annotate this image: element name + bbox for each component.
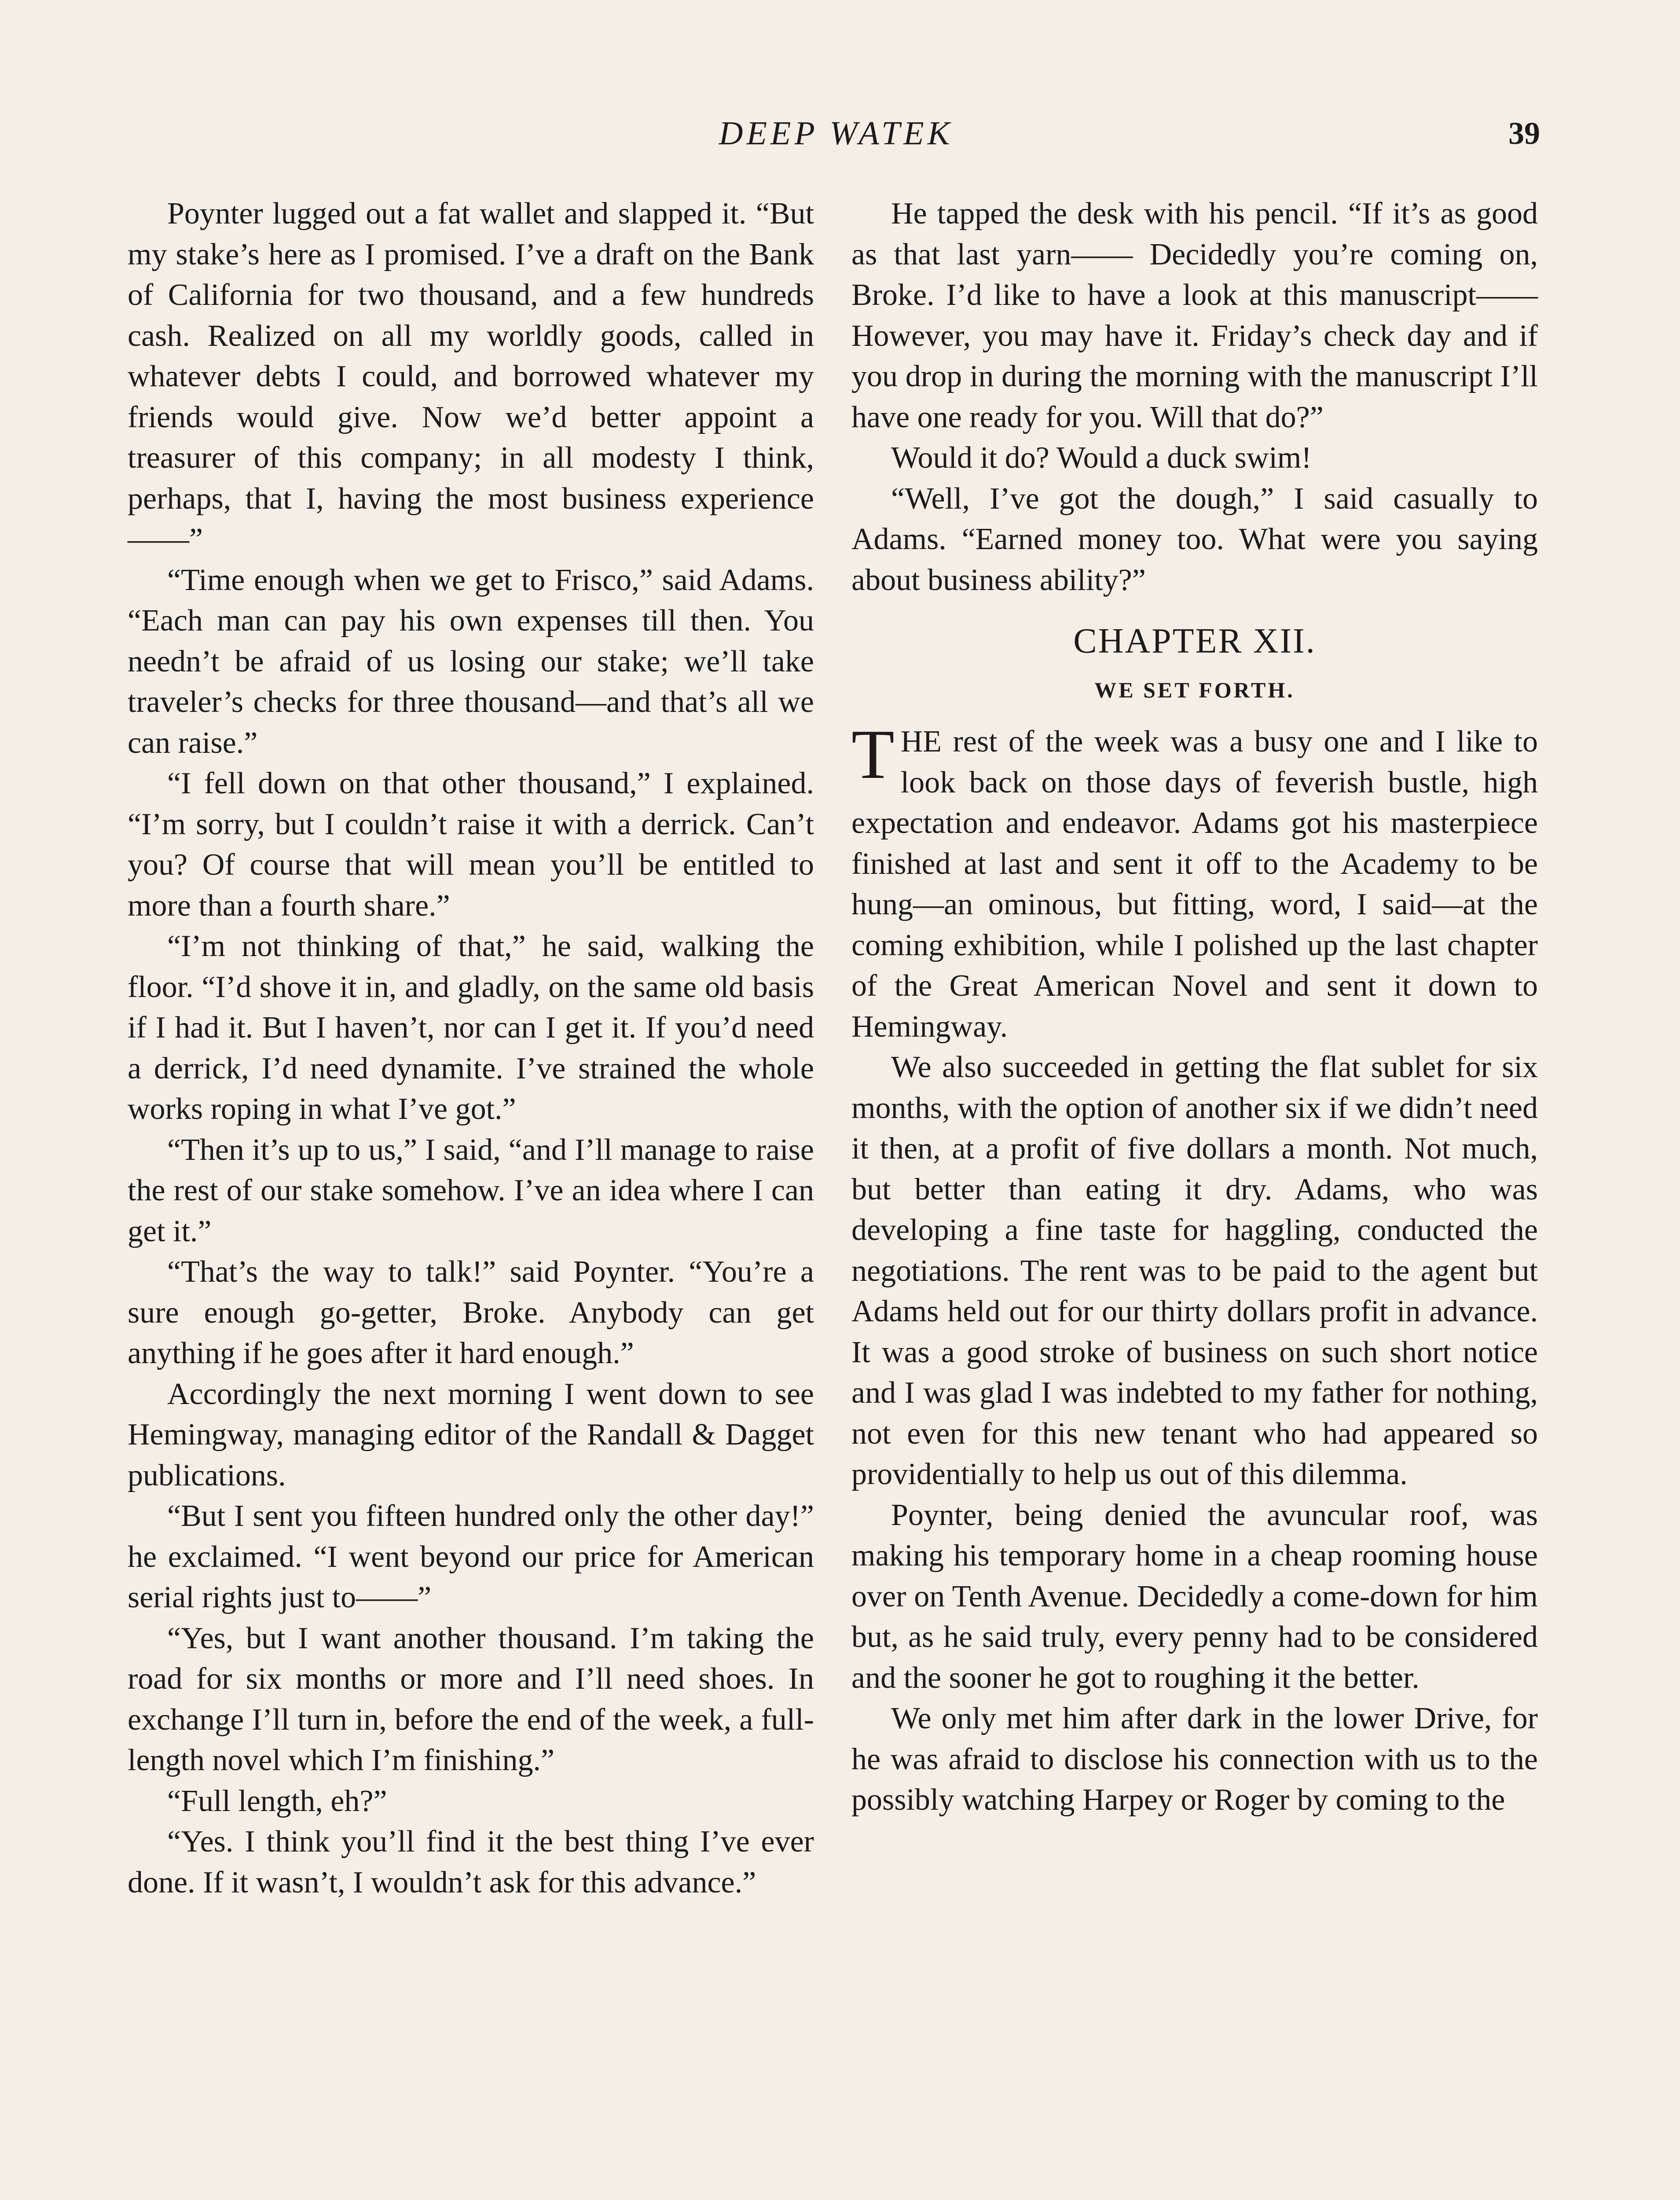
chapter-title: CHAPTER XII. [1073,622,1316,660]
paragraph: “Yes. I think you’ll find it the best thing I’ve ever done. If it wasn’t, I wouldn’t ask for this advance.” [128,1825,814,1899]
right-column [851,194,1538,1821]
paragraph: “Well, I’ve got the dough,” I said casually to Adams. “Earned money too. What were you saying about business ability?” [851,481,1538,597]
chapter-opening-paragraph [851,715,1538,1047]
paragraph: “Full length, eh?” [167,1784,387,1818]
page-number: 39 [1508,116,1540,151]
opening-text: HE rest of the week was a busy one and I like to look back on those days of feverish bustle, high expectation and endeavor. Adams got his masterpiece finished at last and sent it off to the Academy to be hung—an ominous, but fitting, word, I said—at the coming exhibition, while I polished up the last chapter of the Great American Novel and sent it down to Hemingway. [851,725,1538,1044]
chapter-subtitle: WE SET FORTH. [1094,677,1295,702]
paragraph: We only met him after dark in the lower Drive, for he was afraid to disclose his connection with us to the possibly watching Harpey or Roger by coming to the [851,1701,1538,1817]
paragraph: “That’s the way to talk!” said Poynter. “You’re a sure enough go-getter, Broke. Anybody can get anything if he goes after it hard enough.” [128,1255,814,1370]
drop-cap: T [851,715,895,793]
paragraph: We also succeeded in getting the flat sublet for six months, with the option of another six if we didn’t need it then, at a profit of five dollars a month. Not much, but better than eating it dry. Adams, who was developing a fine taste for haggling, conducted the negotiations. The rent was to be paid to the agent but Adams held out for our thirty dollars profit in advance. It was a good stroke of business on such short notice and I was glad I was indebted to my father for nothing, not even for this new tenant who had appeared so providentially to help us out of this dilemma. [851,1050,1538,1491]
paragraph: Would it do? Would a duck swim! [891,441,1312,475]
paragraph: Accordingly the next morning I went down to see Hemingway, managing editor of the Randall & Dagget publications. [128,1377,814,1492]
paragraph: Poynter, being denied the avuncular roof, was making his temporary home in a cheap rooming house over on Tenth Avenue. Decidedly a come-down for him but, as he said truly, every penny had to be considered and the sooner he got to roughing it the better. [851,1498,1538,1695]
paragraph: “Time enough when we get to Frisco,” said Adams. “Each man can pay his own expenses till then. You needn’t be afraid of us losing our stake; we’ll take traveler’s checks for three thousand—and that’s all we can raise.” [128,563,814,760]
paragraph: Poynter lugged out a fat wallet and slapped it. “But my stake’s here as I promised. I’ve a draft on the Bank of California for two thousand, and a few hundreds cash. Realized on all my worldly goods, called in whatever debts I could, and borrowed whatever my friends would give. Now we’d better appoint a treasurer of this company; in all modesty I think, perhaps, that I, having the most business experience——” [128,197,814,556]
left-column [128,194,814,1903]
paragraph: “I’m not thinking of that,” he said, walking the floor. “I’d shove it in, and gladly, on the same old basis if I had it. But I haven’t, nor can I get it. If you’d need a derrick, I’d need dynamite. I’ve strained the whole works roping in what I’ve got.” [128,929,814,1126]
paragraph: He tapped the desk with his pencil. “If it’s as good as that last yarn—— Decidedly you’re coming on, Broke. I’d like to have a look at this manuscript—— However, you may have it. Friday’s check day and if you drop in during the morning with the manuscript I’ll have one ready for you. Will that do?” [851,197,1538,434]
paragraph: “Then it’s up to us,” I said, “and I’ll manage to raise the rest of our stake somehow. I’ve an idea where I can get it.” [128,1133,814,1248]
running-title: DEEP WATEK [719,115,954,152]
paragraph: “I fell down on that other thousand,” I explained. “I’m sorry, but I couldn’t raise it with a derrick. Can’t you? Of course that will mean you’ll be entitled to more than a fourth share.” [128,766,814,923]
paragraph: “But I sent you fifteen hundred only the other day!” he exclaimed. “I went beyond our price for American serial rights just to——” [128,1499,814,1614]
paragraph: “Yes, but I want another thousand. I’m taking the road for six months or more and I’ll need shoes. In exchange I’ll turn in, before the end of the week, a full-length novel which I’m finishing.” [128,1621,814,1777]
